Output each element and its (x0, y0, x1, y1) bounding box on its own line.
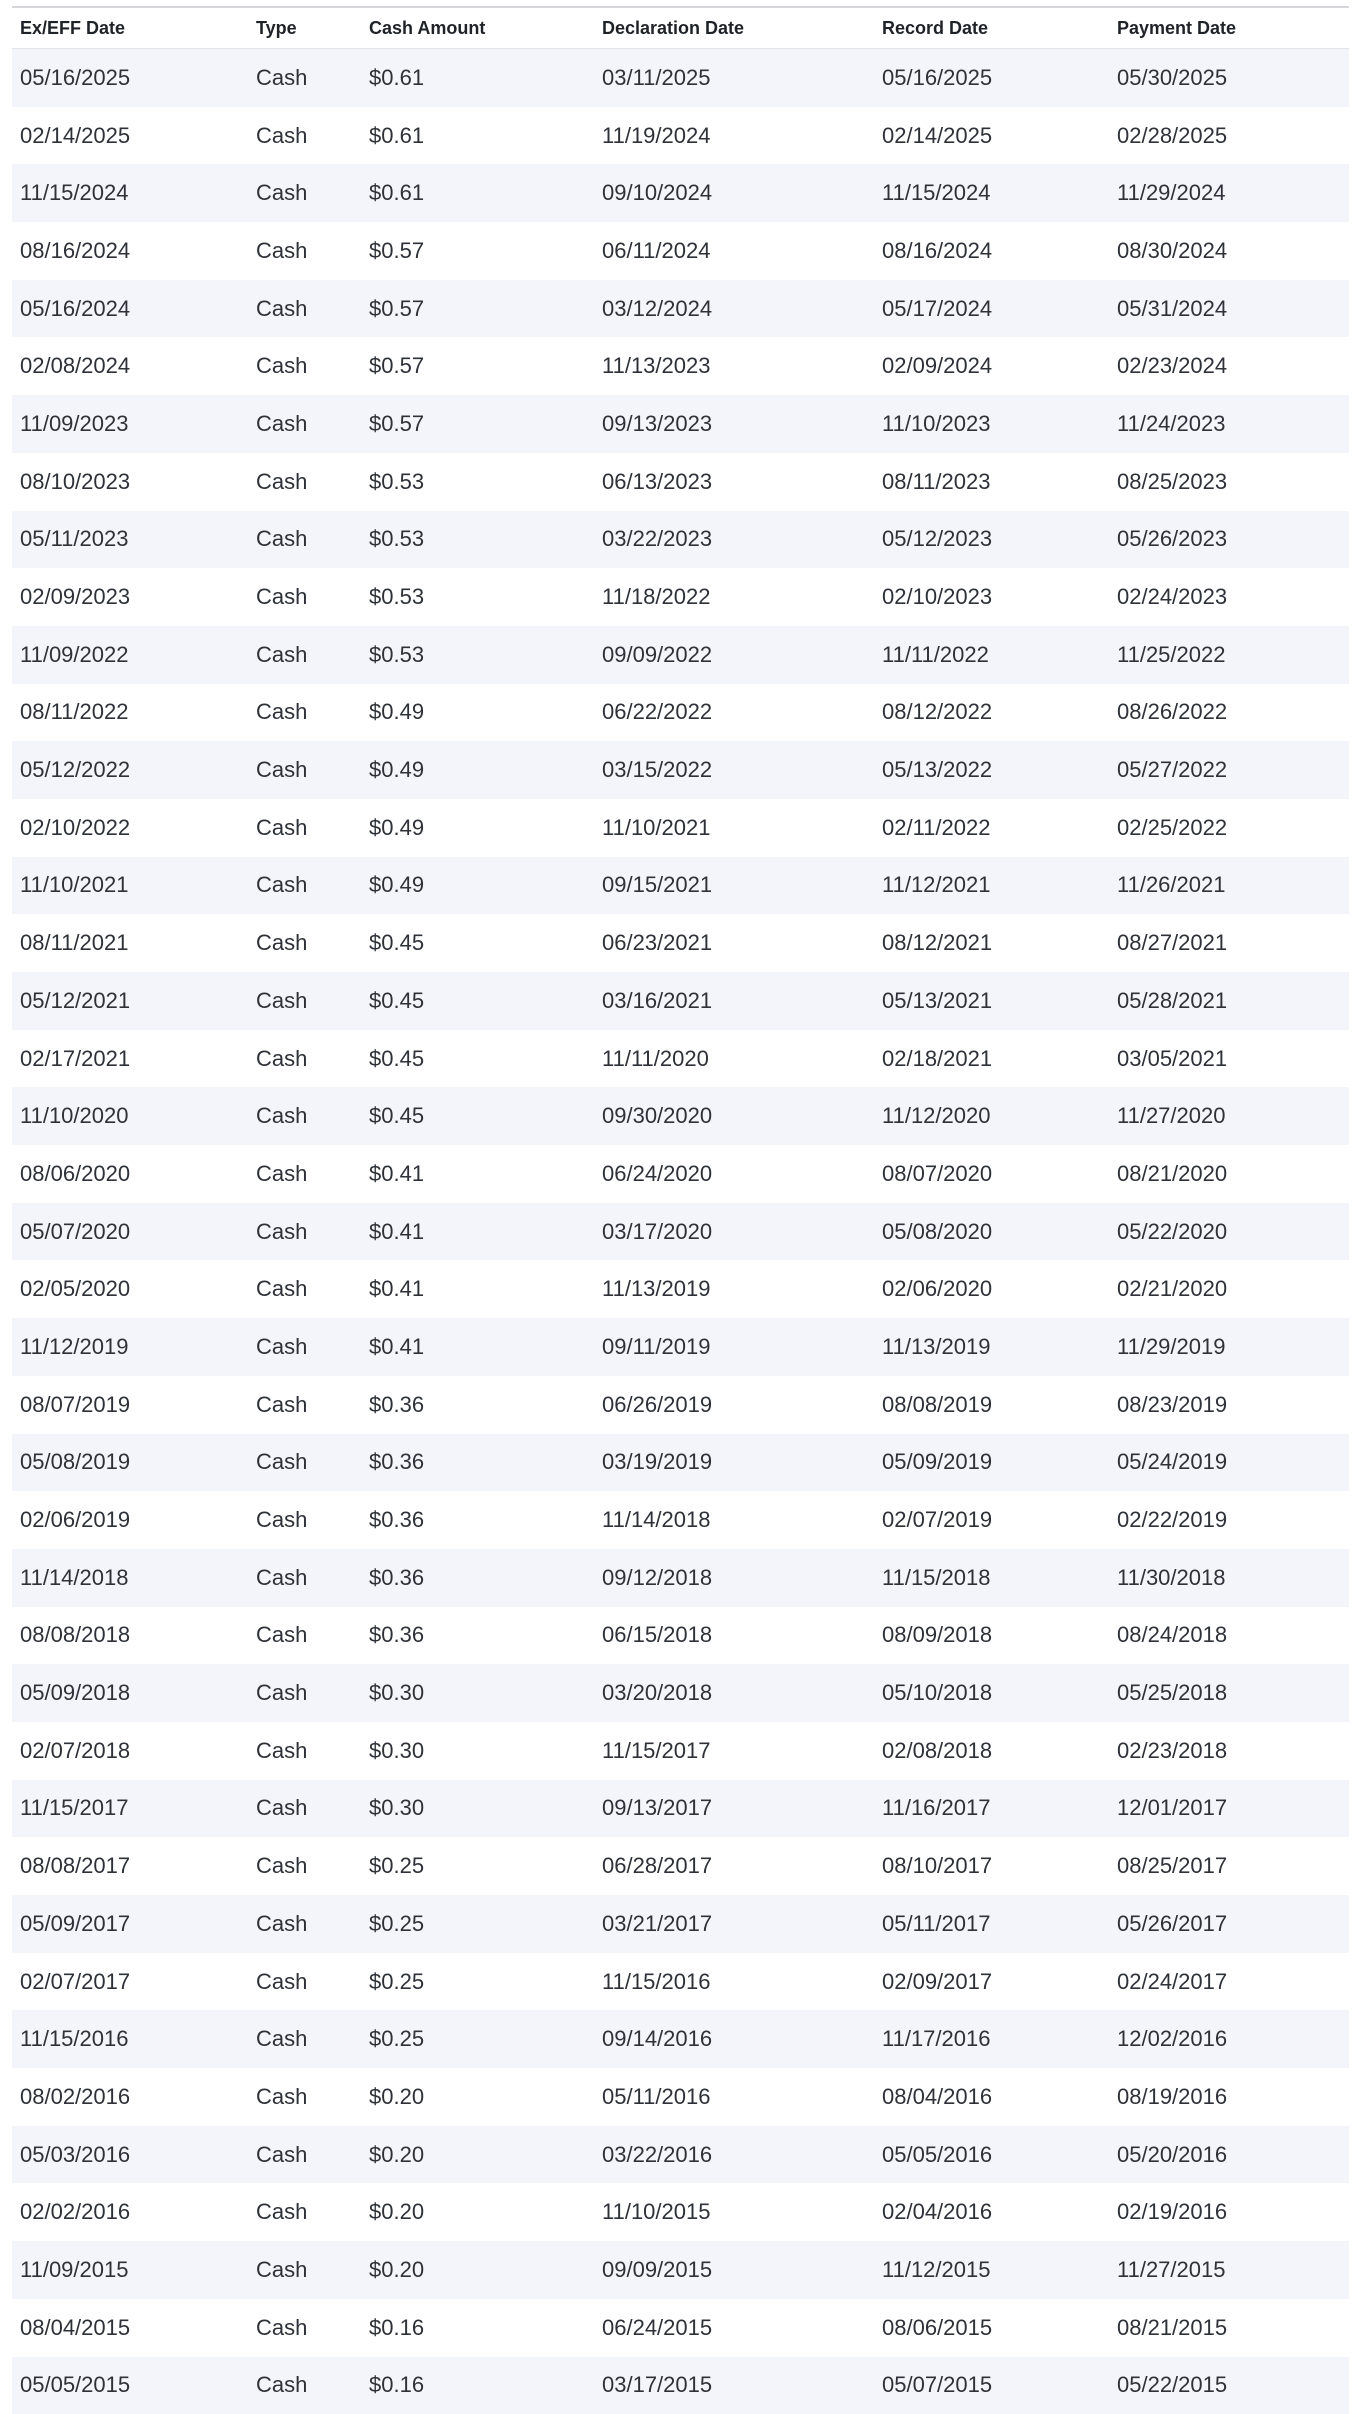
table-row (12, 2241, 1349, 2299)
record-date-cell: 11/12/2020 (874, 1087, 1109, 1145)
cash-amount-cell: $0.20 (361, 2126, 594, 2184)
table-row (12, 1664, 1349, 1722)
declaration-date-cell: 11/10/2015 (594, 2183, 874, 2241)
record-date-cell: 05/16/2025 (874, 49, 1109, 107)
header-declaration-date[interactable]: Declaration Date (594, 7, 874, 49)
table-row (12, 1318, 1349, 1376)
declaration-date-cell: 11/15/2016 (594, 1953, 874, 2011)
type-cell: Cash (248, 1260, 361, 1318)
type-cell: Cash (248, 1376, 361, 1434)
ex-eff-date-cell: 11/15/2024 (12, 164, 248, 222)
payment-date-cell: 11/26/2021 (1109, 857, 1349, 915)
record-date-cell: 11/13/2019 (874, 1318, 1109, 1376)
cash-amount-cell: $0.61 (361, 49, 594, 107)
declaration-date-cell: 09/09/2015 (594, 2241, 874, 2299)
cash-amount-cell: $0.45 (361, 1030, 594, 1088)
payment-date-cell: 02/24/2023 (1109, 568, 1349, 626)
type-cell: Cash (248, 684, 361, 742)
table-row (12, 2299, 1349, 2357)
declaration-date-cell: 09/11/2019 (594, 1318, 874, 1376)
record-date-cell: 05/08/2020 (874, 1203, 1109, 1261)
type-cell: Cash (248, 1780, 361, 1838)
declaration-date-cell: 03/15/2022 (594, 741, 874, 799)
declaration-date-cell: 09/15/2021 (594, 857, 874, 915)
ex-eff-date-cell: 08/10/2023 (12, 453, 248, 511)
cash-amount-cell: $0.49 (361, 857, 594, 915)
cash-amount-cell: $0.25 (361, 2010, 594, 2068)
payment-date-cell: 02/23/2024 (1109, 337, 1349, 395)
cash-amount-cell: $0.30 (361, 1722, 594, 1780)
payment-date-cell: 08/25/2023 (1109, 453, 1349, 511)
record-date-cell: 02/04/2016 (874, 2183, 1109, 2241)
table-row (12, 2126, 1349, 2184)
ex-eff-date-cell: 02/08/2024 (12, 337, 248, 395)
header-record-date[interactable]: Record Date (874, 7, 1109, 49)
ex-eff-date-cell: 05/12/2021 (12, 972, 248, 1030)
type-cell: Cash (248, 857, 361, 915)
record-date-cell: 08/12/2021 (874, 914, 1109, 972)
record-date-cell: 08/08/2019 (874, 1376, 1109, 1434)
table-row (12, 2010, 1349, 2068)
cash-amount-cell: $0.20 (361, 2183, 594, 2241)
record-date-cell: 05/13/2022 (874, 741, 1109, 799)
payment-date-cell: 05/27/2022 (1109, 741, 1349, 799)
declaration-date-cell: 06/24/2015 (594, 2299, 874, 2357)
table-row (12, 1260, 1349, 1318)
type-cell: Cash (248, 1722, 361, 1780)
table-row (12, 684, 1349, 742)
table-row (12, 2068, 1349, 2126)
type-cell: Cash (248, 164, 361, 222)
declaration-date-cell: 06/15/2018 (594, 1607, 874, 1665)
cash-amount-cell: $0.57 (361, 337, 594, 395)
record-date-cell: 11/12/2021 (874, 857, 1109, 915)
cash-amount-cell: $0.49 (361, 684, 594, 742)
declaration-date-cell: 06/24/2020 (594, 1145, 874, 1203)
type-cell: Cash (248, 914, 361, 972)
declaration-date-cell: 06/22/2022 (594, 684, 874, 742)
record-date-cell: 11/16/2017 (874, 1780, 1109, 1838)
table-row (12, 395, 1349, 453)
table-row (12, 1722, 1349, 1780)
type-cell: Cash (248, 1895, 361, 1953)
table-row (12, 1953, 1349, 2011)
ex-eff-date-cell: 05/16/2024 (12, 280, 248, 338)
table-row (12, 1376, 1349, 1434)
record-date-cell: 11/15/2024 (874, 164, 1109, 222)
table-row (12, 1434, 1349, 1492)
cash-amount-cell: $0.25 (361, 1895, 594, 1953)
payment-date-cell: 02/22/2019 (1109, 1491, 1349, 1549)
record-date-cell: 08/04/2016 (874, 2068, 1109, 2126)
payment-date-cell: 12/02/2016 (1109, 2010, 1349, 2068)
type-cell: Cash (248, 1434, 361, 1492)
record-date-cell: 02/18/2021 (874, 1030, 1109, 1088)
type-cell: Cash (248, 1837, 361, 1895)
dividend-table (12, 6, 1349, 2414)
table-row (12, 222, 1349, 280)
declaration-date-cell: 09/12/2018 (594, 1549, 874, 1607)
table-row (12, 914, 1349, 972)
type-cell: Cash (248, 511, 361, 569)
header-ex-eff-date[interactable]: Ex/EFF Date (12, 7, 248, 49)
record-date-cell: 11/17/2016 (874, 2010, 1109, 2068)
record-date-cell: 02/09/2017 (874, 1953, 1109, 2011)
cash-amount-cell: $0.57 (361, 222, 594, 280)
ex-eff-date-cell: 02/17/2021 (12, 1030, 248, 1088)
type-cell: Cash (248, 222, 361, 280)
payment-date-cell: 08/21/2015 (1109, 2299, 1349, 2357)
table-header (12, 7, 1349, 49)
record-date-cell: 02/08/2018 (874, 1722, 1109, 1780)
type-cell: Cash (248, 280, 361, 338)
type-cell: Cash (248, 741, 361, 799)
cash-amount-cell: $0.61 (361, 164, 594, 222)
cash-amount-cell: $0.36 (361, 1434, 594, 1492)
ex-eff-date-cell: 02/07/2018 (12, 1722, 248, 1780)
table-row (12, 453, 1349, 511)
type-cell: Cash (248, 2299, 361, 2357)
payment-date-cell: 12/01/2017 (1109, 1780, 1349, 1838)
record-date-cell: 11/15/2018 (874, 1549, 1109, 1607)
payment-date-cell: 11/29/2024 (1109, 164, 1349, 222)
table-row (12, 741, 1349, 799)
declaration-date-cell: 03/16/2021 (594, 972, 874, 1030)
ex-eff-date-cell: 11/10/2021 (12, 857, 248, 915)
ex-eff-date-cell: 05/03/2016 (12, 2126, 248, 2184)
table-row (12, 1780, 1349, 1838)
type-cell: Cash (248, 972, 361, 1030)
record-date-cell: 08/11/2023 (874, 453, 1109, 511)
ex-eff-date-cell: 08/08/2017 (12, 1837, 248, 1895)
ex-eff-date-cell: 08/08/2018 (12, 1607, 248, 1665)
cash-amount-cell: $0.57 (361, 280, 594, 338)
record-date-cell: 05/07/2015 (874, 2357, 1109, 2414)
record-date-cell: 02/09/2024 (874, 337, 1109, 395)
ex-eff-date-cell: 11/09/2022 (12, 626, 248, 684)
record-date-cell: 05/05/2016 (874, 2126, 1109, 2184)
cash-amount-cell: $0.36 (361, 1376, 594, 1434)
type-cell: Cash (248, 1491, 361, 1549)
ex-eff-date-cell: 05/12/2022 (12, 741, 248, 799)
declaration-date-cell: 03/21/2017 (594, 1895, 874, 1953)
payment-date-cell: 02/21/2020 (1109, 1260, 1349, 1318)
declaration-date-cell: 09/13/2017 (594, 1780, 874, 1838)
type-cell: Cash (248, 2068, 361, 2126)
payment-date-cell: 02/23/2018 (1109, 1722, 1349, 1780)
table-row (12, 1837, 1349, 1895)
declaration-date-cell: 06/13/2023 (594, 453, 874, 511)
cash-amount-cell: $0.41 (361, 1145, 594, 1203)
ex-eff-date-cell: 05/11/2023 (12, 511, 248, 569)
ex-eff-date-cell: 08/06/2020 (12, 1145, 248, 1203)
ex-eff-date-cell: 08/16/2024 (12, 222, 248, 280)
record-date-cell: 08/10/2017 (874, 1837, 1109, 1895)
payment-date-cell: 05/22/2020 (1109, 1203, 1349, 1261)
payment-date-cell: 02/24/2017 (1109, 1953, 1349, 2011)
record-date-cell: 08/09/2018 (874, 1607, 1109, 1665)
cash-amount-cell: $0.57 (361, 395, 594, 453)
table-row (12, 626, 1349, 684)
record-date-cell: 05/10/2018 (874, 1664, 1109, 1722)
table-row (12, 164, 1349, 222)
payment-date-cell: 08/24/2018 (1109, 1607, 1349, 1665)
record-date-cell: 08/07/2020 (874, 1145, 1109, 1203)
cash-amount-cell: $0.36 (361, 1491, 594, 1549)
ex-eff-date-cell: 11/15/2016 (12, 2010, 248, 2068)
type-cell: Cash (248, 1145, 361, 1203)
table-row (12, 2357, 1349, 2414)
type-cell: Cash (248, 1203, 361, 1261)
record-date-cell: 02/07/2019 (874, 1491, 1109, 1549)
declaration-date-cell: 05/11/2016 (594, 2068, 874, 2126)
table-row (12, 2183, 1349, 2241)
cash-amount-cell: $0.25 (361, 1837, 594, 1895)
cash-amount-cell: $0.20 (361, 2068, 594, 2126)
declaration-date-cell: 09/09/2022 (594, 626, 874, 684)
declaration-date-cell: 06/26/2019 (594, 1376, 874, 1434)
type-cell: Cash (248, 2357, 361, 2414)
payment-date-cell: 02/28/2025 (1109, 107, 1349, 165)
table-row (12, 280, 1349, 338)
record-date-cell: 02/06/2020 (874, 1260, 1109, 1318)
type-cell: Cash (248, 395, 361, 453)
ex-eff-date-cell: 11/14/2018 (12, 1549, 248, 1607)
table-row (12, 337, 1349, 395)
declaration-date-cell: 11/18/2022 (594, 568, 874, 626)
cash-amount-cell: $0.16 (361, 2357, 594, 2414)
ex-eff-date-cell: 05/05/2015 (12, 2357, 248, 2414)
declaration-date-cell: 11/14/2018 (594, 1491, 874, 1549)
payment-date-cell: 05/31/2024 (1109, 280, 1349, 338)
cash-amount-cell: $0.45 (361, 914, 594, 972)
ex-eff-date-cell: 02/02/2016 (12, 2183, 248, 2241)
cash-amount-cell: $0.41 (361, 1318, 594, 1376)
ex-eff-date-cell: 08/02/2016 (12, 2068, 248, 2126)
payment-date-cell: 05/22/2015 (1109, 2357, 1349, 2414)
ex-eff-date-cell: 05/08/2019 (12, 1434, 248, 1492)
declaration-date-cell: 03/20/2018 (594, 1664, 874, 1722)
ex-eff-date-cell: 08/11/2021 (12, 914, 248, 972)
payment-date-cell: 05/25/2018 (1109, 1664, 1349, 1722)
cash-amount-cell: $0.53 (361, 453, 594, 511)
ex-eff-date-cell: 11/09/2015 (12, 2241, 248, 2299)
record-date-cell: 05/12/2023 (874, 511, 1109, 569)
payment-date-cell: 02/19/2016 (1109, 2183, 1349, 2241)
type-cell: Cash (248, 1664, 361, 1722)
payment-date-cell: 08/23/2019 (1109, 1376, 1349, 1434)
record-date-cell: 05/13/2021 (874, 972, 1109, 1030)
cash-amount-cell: $0.36 (361, 1549, 594, 1607)
declaration-date-cell: 03/22/2016 (594, 2126, 874, 2184)
declaration-date-cell: 09/14/2016 (594, 2010, 874, 2068)
payment-date-cell: 03/05/2021 (1109, 1030, 1349, 1088)
cash-amount-cell: $0.61 (361, 107, 594, 165)
type-cell: Cash (248, 1030, 361, 1088)
table-row (12, 972, 1349, 1030)
type-cell: Cash (248, 1607, 361, 1665)
table-row (12, 1491, 1349, 1549)
payment-date-cell: 05/28/2021 (1109, 972, 1349, 1030)
record-date-cell: 05/11/2017 (874, 1895, 1109, 1953)
record-date-cell: 05/09/2019 (874, 1434, 1109, 1492)
payment-date-cell: 08/21/2020 (1109, 1145, 1349, 1203)
table-row (12, 1087, 1349, 1145)
table-row (12, 568, 1349, 626)
declaration-date-cell: 11/15/2017 (594, 1722, 874, 1780)
table-row (12, 1549, 1349, 1607)
header-row (12, 7, 1349, 49)
table-row (12, 857, 1349, 915)
record-date-cell: 02/14/2025 (874, 107, 1109, 165)
type-cell: Cash (248, 337, 361, 395)
record-date-cell: 08/12/2022 (874, 684, 1109, 742)
table-row (12, 1030, 1349, 1088)
declaration-date-cell: 03/17/2020 (594, 1203, 874, 1261)
table-row (12, 1607, 1349, 1665)
payment-date-cell: 11/24/2023 (1109, 395, 1349, 453)
cash-amount-cell: $0.41 (361, 1203, 594, 1261)
record-date-cell: 11/12/2015 (874, 2241, 1109, 2299)
record-date-cell: 08/06/2015 (874, 2299, 1109, 2357)
ex-eff-date-cell: 05/09/2017 (12, 1895, 248, 1953)
ex-eff-date-cell: 11/10/2020 (12, 1087, 248, 1145)
declaration-date-cell: 09/30/2020 (594, 1087, 874, 1145)
type-cell: Cash (248, 1549, 361, 1607)
type-cell: Cash (248, 49, 361, 107)
cash-amount-cell: $0.25 (361, 1953, 594, 2011)
table-body (12, 49, 1349, 2414)
type-cell: Cash (248, 1318, 361, 1376)
header-payment-date[interactable]: Payment Date (1109, 7, 1349, 49)
cash-amount-cell: $0.41 (361, 1260, 594, 1318)
record-date-cell: 11/10/2023 (874, 395, 1109, 453)
payment-date-cell: 05/26/2017 (1109, 1895, 1349, 1953)
ex-eff-date-cell: 02/06/2019 (12, 1491, 248, 1549)
type-cell: Cash (248, 107, 361, 165)
table-row (12, 799, 1349, 857)
ex-eff-date-cell: 02/07/2017 (12, 1953, 248, 2011)
declaration-date-cell: 06/23/2021 (594, 914, 874, 972)
ex-eff-date-cell: 11/09/2023 (12, 395, 248, 453)
ex-eff-date-cell: 08/07/2019 (12, 1376, 248, 1434)
cash-amount-cell: $0.30 (361, 1780, 594, 1838)
cash-amount-cell: $0.49 (361, 799, 594, 857)
declaration-date-cell: 11/13/2019 (594, 1260, 874, 1318)
ex-eff-date-cell: 02/09/2023 (12, 568, 248, 626)
table-row (12, 511, 1349, 569)
ex-eff-date-cell: 02/14/2025 (12, 107, 248, 165)
record-date-cell: 02/11/2022 (874, 799, 1109, 857)
ex-eff-date-cell: 11/15/2017 (12, 1780, 248, 1838)
payment-date-cell: 11/25/2022 (1109, 626, 1349, 684)
type-cell: Cash (248, 2183, 361, 2241)
type-cell: Cash (248, 1087, 361, 1145)
table-row (12, 49, 1349, 107)
ex-eff-date-cell: 08/04/2015 (12, 2299, 248, 2357)
declaration-date-cell: 06/28/2017 (594, 1837, 874, 1895)
table-row (12, 1895, 1349, 1953)
payment-date-cell: 11/27/2020 (1109, 1087, 1349, 1145)
cash-amount-cell: $0.30 (361, 1664, 594, 1722)
declaration-date-cell: 06/11/2024 (594, 222, 874, 280)
header-type[interactable]: Type (248, 7, 361, 49)
payment-date-cell: 05/30/2025 (1109, 49, 1349, 107)
declaration-date-cell: 03/19/2019 (594, 1434, 874, 1492)
declaration-date-cell: 09/10/2024 (594, 164, 874, 222)
ex-eff-date-cell: 05/07/2020 (12, 1203, 248, 1261)
table-row (12, 107, 1349, 165)
declaration-date-cell: 03/22/2023 (594, 511, 874, 569)
record-date-cell: 11/11/2022 (874, 626, 1109, 684)
cash-amount-cell: $0.49 (361, 741, 594, 799)
payment-date-cell: 05/26/2023 (1109, 511, 1349, 569)
cash-amount-cell: $0.45 (361, 1087, 594, 1145)
payment-date-cell: 05/20/2016 (1109, 2126, 1349, 2184)
declaration-date-cell: 09/13/2023 (594, 395, 874, 453)
table-row (12, 1203, 1349, 1261)
cash-amount-cell: $0.16 (361, 2299, 594, 2357)
payment-date-cell: 08/30/2024 (1109, 222, 1349, 280)
cash-amount-cell: $0.45 (361, 972, 594, 1030)
cash-amount-cell: $0.53 (361, 568, 594, 626)
payment-date-cell: 11/30/2018 (1109, 1549, 1349, 1607)
declaration-date-cell: 11/10/2021 (594, 799, 874, 857)
declaration-date-cell: 11/13/2023 (594, 337, 874, 395)
type-cell: Cash (248, 799, 361, 857)
declaration-date-cell: 11/19/2024 (594, 107, 874, 165)
payment-date-cell: 02/25/2022 (1109, 799, 1349, 857)
header-cash-amount[interactable]: Cash Amount (361, 7, 594, 49)
cash-amount-cell: $0.53 (361, 626, 594, 684)
declaration-date-cell: 11/11/2020 (594, 1030, 874, 1088)
record-date-cell: 02/10/2023 (874, 568, 1109, 626)
type-cell: Cash (248, 2241, 361, 2299)
payment-date-cell: 11/27/2015 (1109, 2241, 1349, 2299)
declaration-date-cell: 03/11/2025 (594, 49, 874, 107)
type-cell: Cash (248, 453, 361, 511)
cash-amount-cell: $0.53 (361, 511, 594, 569)
ex-eff-date-cell: 02/10/2022 (12, 799, 248, 857)
payment-date-cell: 08/19/2016 (1109, 2068, 1349, 2126)
cash-amount-cell: $0.20 (361, 2241, 594, 2299)
ex-eff-date-cell: 08/11/2022 (12, 684, 248, 742)
payment-date-cell: 08/25/2017 (1109, 1837, 1349, 1895)
record-date-cell: 05/17/2024 (874, 280, 1109, 338)
payment-date-cell: 08/27/2021 (1109, 914, 1349, 972)
payment-date-cell: 08/26/2022 (1109, 684, 1349, 742)
declaration-date-cell: 03/17/2015 (594, 2357, 874, 2414)
declaration-date-cell: 03/12/2024 (594, 280, 874, 338)
record-date-cell: 08/16/2024 (874, 222, 1109, 280)
ex-eff-date-cell: 05/09/2018 (12, 1664, 248, 1722)
payment-date-cell: 05/24/2019 (1109, 1434, 1349, 1492)
cash-amount-cell: $0.36 (361, 1607, 594, 1665)
type-cell: Cash (248, 2126, 361, 2184)
ex-eff-date-cell: 02/05/2020 (12, 1260, 248, 1318)
type-cell: Cash (248, 626, 361, 684)
type-cell: Cash (248, 568, 361, 626)
ex-eff-date-cell: 11/12/2019 (12, 1318, 248, 1376)
payment-date-cell: 11/29/2019 (1109, 1318, 1349, 1376)
table-row (12, 1145, 1349, 1203)
type-cell: Cash (248, 1953, 361, 2011)
ex-eff-date-cell: 05/16/2025 (12, 49, 248, 107)
type-cell: Cash (248, 2010, 361, 2068)
